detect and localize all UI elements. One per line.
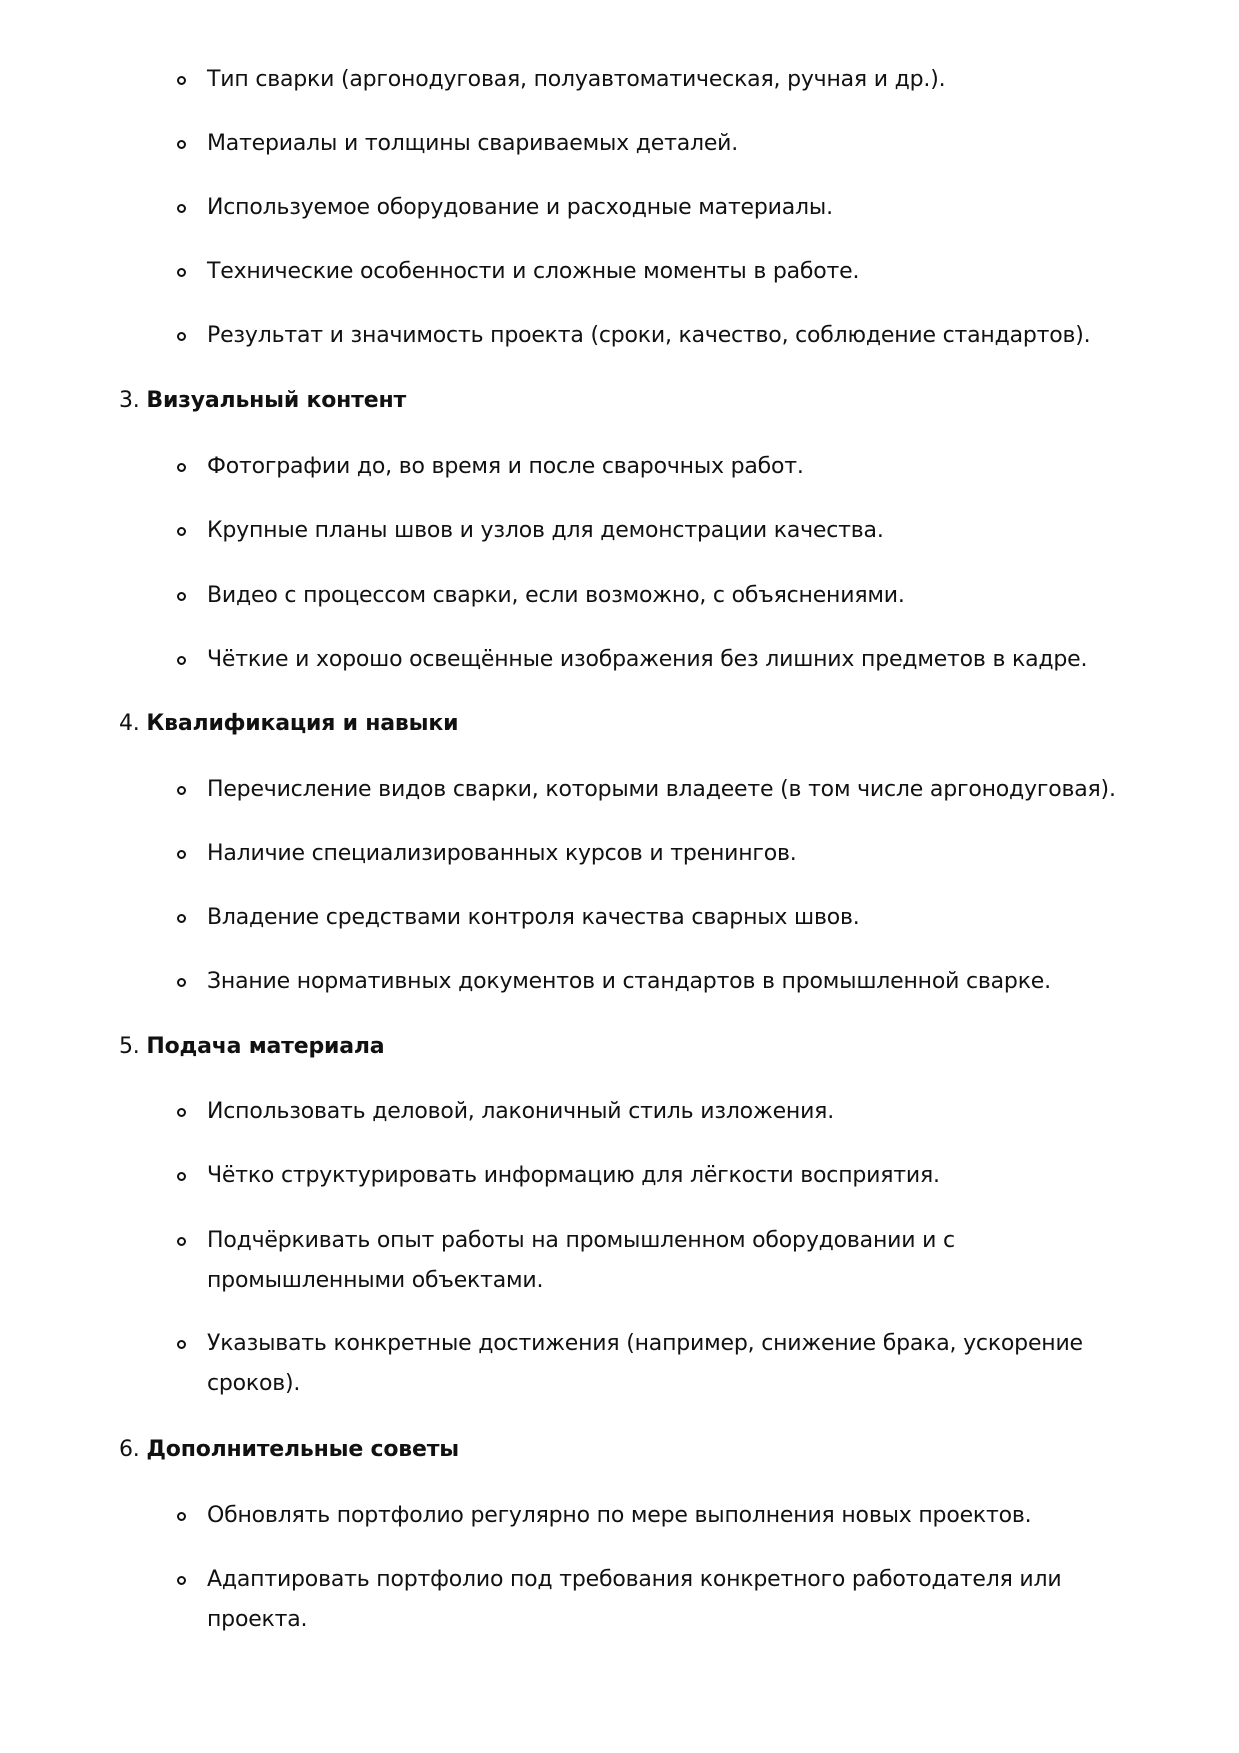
list-bullet [177,1340,186,1349]
list-bullet [177,527,186,536]
list-item: Перечисление видов сварки, которыми владеете (в том числе аргонодуговая). [207,777,1116,802]
list-item: Обновлять портфолио регулярно по мере выполнения новых проектов. [207,1503,1032,1528]
section-title: Дополнительные советы [146,1437,459,1462]
list-item: Материалы и толщины свариваемых деталей. [207,131,739,156]
list-bullet [177,850,186,859]
section-number: 6. [119,1437,140,1462]
section-number: 5. [119,1034,140,1059]
list-item: Использовать деловой, лаконичный стиль изложения. [207,1099,835,1124]
list-bullet [177,914,186,923]
list-item: Чёткие и хорошо освещённые изображения без лишних предметов в кадре. [207,647,1088,672]
list-bullet [177,786,186,795]
list-item: Результат и значимость проекта (сроки, качество, соблюдение стандартов). [207,323,1091,348]
section-heading-qualification [119,704,458,744]
section-title: Квалификация и навыки [146,711,459,736]
list-bullet [177,592,186,601]
section-heading-presentation [119,1027,384,1067]
list-bullet [177,1512,186,1521]
list-item: Наличие специализированных курсов и тренингов. [207,841,797,866]
list-bullet [177,978,186,987]
list-item: Подчёркивать опыт работы на промышленном оборудовании и с промышленными объектами. [207,1228,955,1293]
list-item: Видео с процессом сварки, если возможно, с объяснениями. [207,583,905,608]
list-bullet [177,1576,186,1585]
list-bullet [177,1237,186,1246]
list-item: Тип сварки (аргонодуговая, полуавтоматическая, ручная и др.). [207,67,946,92]
list-bullet [177,204,186,213]
section-heading-visual-content [119,381,406,421]
list-bullet [177,268,186,277]
list-bullet [177,463,186,472]
list-item: Технические особенности и сложные моменты в работе. [207,259,860,284]
section-heading-additional-tips [119,1430,459,1470]
list-item: Адаптировать портфолио под требования конкретного работодателя или проекта. [207,1567,1062,1632]
section-number: 3. [119,388,140,413]
list-bullet [177,140,186,149]
list-item: Знание нормативных документов и стандартов в промышленной сварке. [207,969,1051,994]
list-bullet [177,1108,186,1117]
section-title: Подача материала [146,1034,385,1059]
list-item: Крупные планы швов и узлов для демонстрации качества. [207,518,884,543]
list-bullet [177,332,186,341]
list-item: Владение средствами контроля качества сварных швов. [207,905,860,930]
list-bullet [177,76,186,85]
section-number: 4. [119,711,140,736]
section-title: Визуальный контент [146,388,407,413]
list-bullet [177,1172,186,1181]
list-item: Фотографии до, во время и после сварочных работ. [207,454,804,479]
list-item: Указывать конкретные достижения (например, снижение брака, ускорение сроков). [207,1331,1083,1396]
list-bullet [177,656,186,665]
list-item: Используемое оборудование и расходные материалы. [207,195,833,220]
list-item: Чётко структурировать информацию для лёгкости восприятия. [207,1163,940,1188]
